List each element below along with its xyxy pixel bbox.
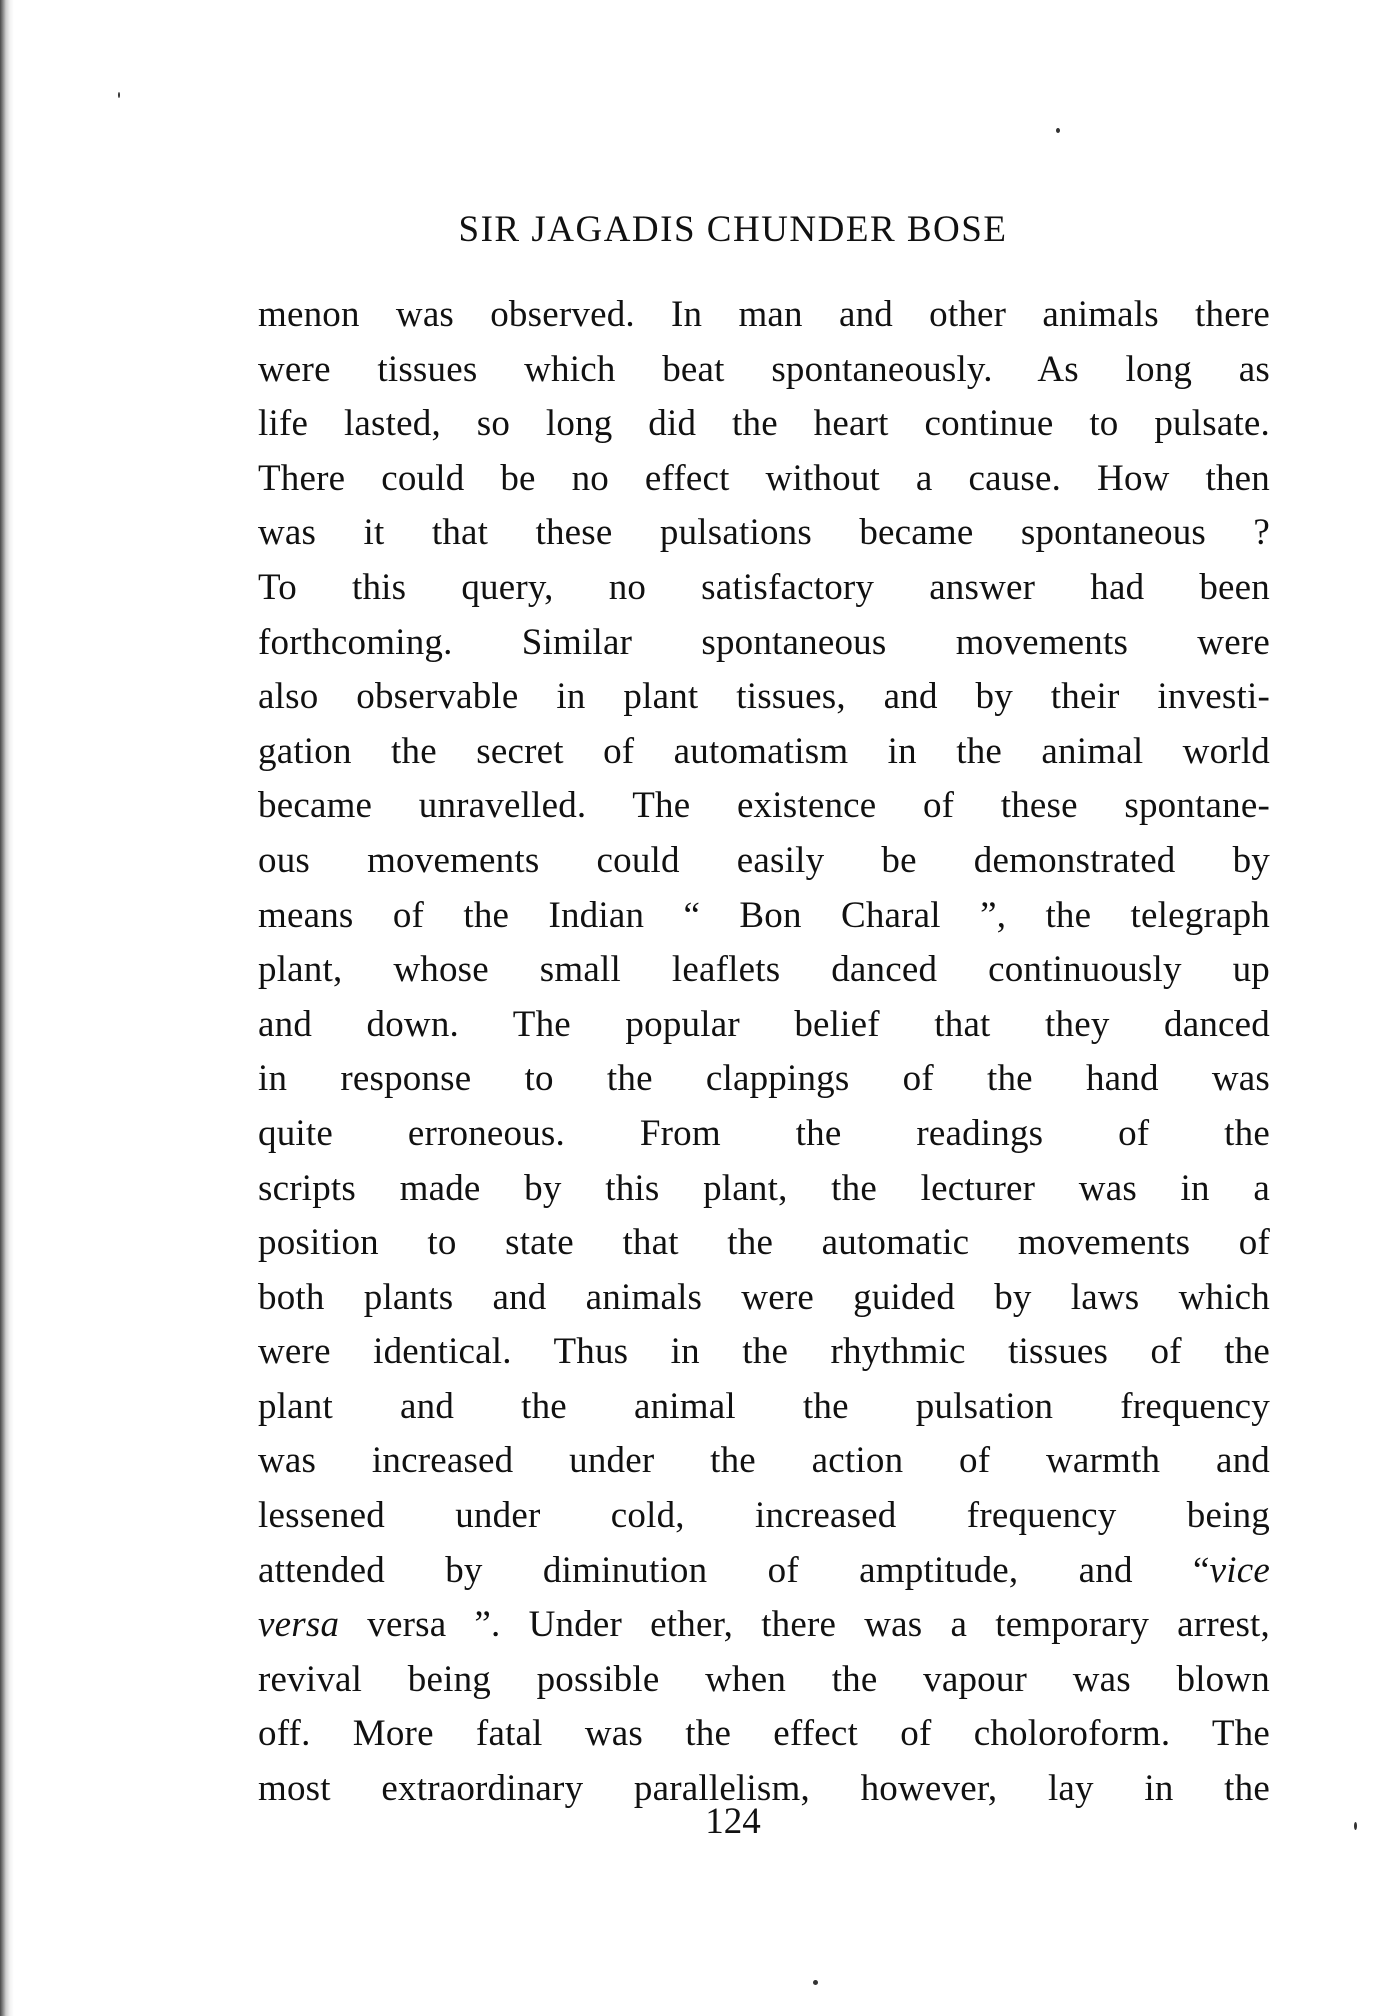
- text-line: became unravelled. The existence of these spontane-: [258, 785, 1270, 827]
- text-line: life lasted, so long did the heart continue to pulsate.: [258, 403, 1270, 445]
- text-line: and down. The popular belief that they danced: [258, 1003, 1270, 1045]
- text-line: plant and the animal the pulsation frequency: [258, 1385, 1270, 1427]
- text-line: lessened under cold, increased frequency being: [258, 1495, 1270, 1537]
- text-line: in response to the clappings of the hand was: [258, 1058, 1270, 1100]
- text-line: off. More fatal was the effect of choloroform. The: [258, 1713, 1270, 1755]
- running-head: SIR JAGADIS CHUNDER BOSE: [458, 209, 1008, 250]
- text-line: scripts made by this plant, the lecturer was in a: [258, 1167, 1270, 1209]
- text-line: were identical. Thus in the rhythmic tissues of the: [258, 1331, 1270, 1373]
- text-line-with-italic: [258, 1544, 1270, 1599]
- text-line: menon was observed. In man and other animals there: [258, 294, 1270, 335]
- text-line: There could be no effect without a cause. How then: [258, 457, 1270, 499]
- body-text: [258, 288, 1270, 1817]
- page-binding-edge: [0, 0, 14, 2016]
- italic-word: vice: [1209, 1549, 1270, 1591]
- text-line: ous movements could easily be demonstrated by: [258, 839, 1270, 881]
- text-line-segment: attended by diminution of amptitude, and “: [258, 1549, 1210, 1591]
- text-line-with-italic: [258, 1598, 1270, 1653]
- print-speck: [118, 92, 120, 98]
- text-line: both plants and animals were guided by laws which: [258, 1276, 1270, 1318]
- page-number: 124: [705, 1801, 761, 1842]
- print-speck: [1354, 1822, 1357, 1830]
- print-speck: [1056, 128, 1060, 133]
- text-line: was increased under the action of warmth and: [258, 1440, 1270, 1482]
- text-line: revival being possible when the vapour was blown: [258, 1658, 1270, 1700]
- text-line: gation the secret of automatism in the animal world: [258, 730, 1270, 772]
- text-line: forthcoming. Similar spontaneous movements were: [258, 621, 1270, 663]
- text-line: means of the Indian “ Bon Charal ”, the telegraph: [258, 894, 1270, 936]
- text-line: quite erroneous. From the readings of the: [258, 1112, 1270, 1154]
- text-line: plant, whose small leaflets danced continuously up: [258, 949, 1270, 991]
- text-line: was it that these pulsations became spontaneous ?: [258, 512, 1270, 554]
- text-line: most extraordinary parallelism, however, lay in the: [258, 1768, 1270, 1810]
- text-line: position to state that the automatic movements of: [258, 1222, 1270, 1264]
- text-line: were tissues which beat spontaneously. As long as: [258, 348, 1270, 390]
- print-speck: [813, 1980, 818, 1985]
- text-line: To this query, no satisfactory answer had been: [258, 566, 1270, 608]
- italic-word: versa: [258, 1604, 340, 1646]
- text-line: also observable in plant tissues, and by their investi-: [258, 676, 1270, 718]
- text-line-segment: versa ”. Under ether, there was a temporary arrest,: [367, 1604, 1270, 1646]
